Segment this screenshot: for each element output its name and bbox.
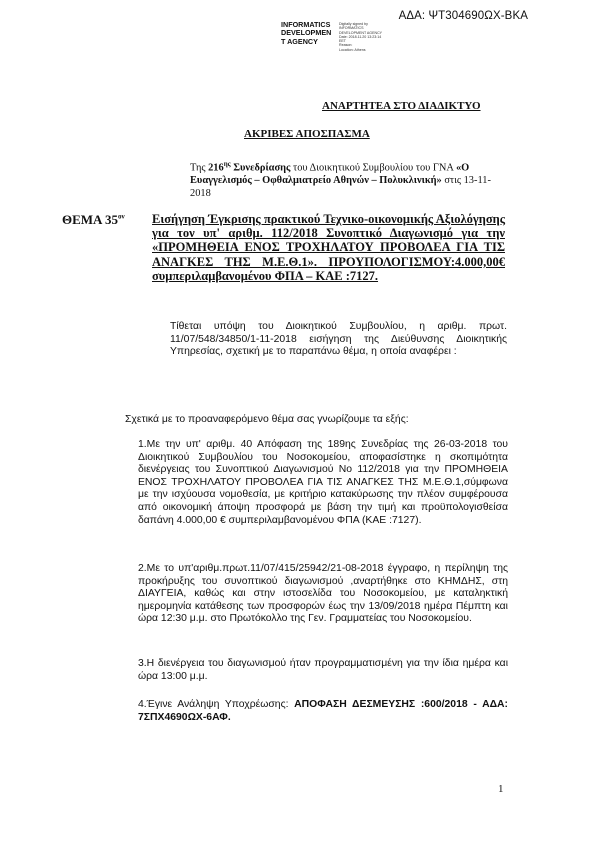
session-prefix: Της (190, 162, 209, 174)
paragraph-3: 3.Η διενέργεια του διαγωνισμού ήταν προγραμματισμένη για την ίδια ημέρα και ώρα 13:00 μ.μ. (138, 658, 508, 682)
paragraph-1: 1.Με την υπ' αριθμ. 40 Απόφαση της 189ης Συνεδρίας της 26-03-2018 του Διοικητικού Συμβουλίου του Νοσοκομείου, αποφασίστηκε η σκοπιμότητα διενέργειας του Συνοπτικού Διαγωνισμού Νο 112/2018 για την ΠΡΟΜΗΘΕΙΑ ΕΝΟΣ ΤΡΟΧΗΛΑΤΟΥ ΠΡΟΒΟΛΕΑ ΓΙΑ ΤΙΣ ΑΝΑΓΚΕΣ ΤΗΣ Μ.Ε.Θ.1,σύμφωνα με την ισχύουσα νομοθεσία, με κριτήριο κατακύρωσης την πλέον συμφέρουσα από οικονομική άποψη προσφορά με βάση την τιμή και προϋπολογισθείσα δαπάνη 4.000,00 € συμπεριλαμβανομένου ΦΠΑ (ΚΑΕ :7127). (138, 439, 508, 526)
session-board: του Διοικητικού Συμβουλίου του ΓΝΑ (290, 162, 456, 174)
intro-paragraph: Τίθεται υπόψη του Διοικητικού Συμβουλίου, η αριθμ. πρωτ. 11/07/548/34850/1-11-2018 εισήγηση της Διεύθυνσης Διοικητικής Υπηρεσίας, σχετική με το παραπάνω θέμα, η οποία αναφέρει : (170, 321, 507, 358)
subject-label (62, 212, 125, 228)
subject-label-suffix: ον (117, 212, 125, 221)
commitment-decision: ΑΠΟΦΑΣΗ ΔΕΣΜΕΥΣΗΣ :600/2018 - ΑΔΑ: 7ΣΠΧ4690ΩΧ-6ΑΦ. (138, 699, 509, 723)
signature-details (339, 22, 409, 52)
signature-agency-line: DEVELOPMEN (281, 28, 332, 38)
signature-detail-line: DEVELOPMENT AGENCY (339, 30, 383, 35)
extract-title: ΑΚΡΙΒΕΣ ΑΠΟΣΠΑΣΜΑ (244, 128, 370, 140)
subject-label-text: ΘΕΜΑ 35 (62, 212, 118, 227)
signature-detail-line: EET (339, 39, 346, 44)
subject-text: Εισήγηση Έγκρισης πρακτικού Τεχνικο-οικονομικής Αξιολόγησης για τον υπ' αριθμ. 112/2018 Συνοπτικό Διαγωνισμό για την «ΠΡΟΜΗΘΕΙΑ ΕΝΟΣ ΤΡΟΧΗΛΑΤΟΥ ΠΡΟΒΟΛΕΑ ΓΙΑ ΤΙΣ ΑΝΑΓΚΕΣ ΤΗΣ Μ.Ε.Θ.1». ΠΡΟΥΠΟΛΟΓΙΣΜΟΥ:4.000,00€ συμπεριλαμβανομένου ΦΠΑ – ΚΑΕ :7127. (152, 212, 505, 283)
signature-detail-line: Date: 2018.11.20 13:23:14 (339, 34, 382, 39)
paragraph-4 (138, 699, 508, 724)
session-date: στις 13-11-2018 (190, 175, 491, 200)
session-word: Συνεδρίασης (230, 162, 291, 174)
signature-detail-line: INFORMATICS (339, 26, 364, 31)
signature-detail-line: Reason: (339, 43, 353, 48)
signature-agency-name (281, 21, 337, 46)
page-number: 1 (498, 783, 504, 795)
session-number: 216 (208, 162, 224, 174)
signature-agency-line: T AGENCY (281, 36, 318, 46)
relation-paragraph: Σχετικά με το προαναφερόμενο θέμα σας γνωρίζουμε τα εξής: (125, 414, 409, 425)
paragraph-2: 2.Με το υπ'αριθμ.πρωτ.11/07/415/25942/21-08-2018 έγγραφο, η περίληψη της προκήρυξης του συνοπτικού διαγωνισμού ,αναρτήθηκε στο ΚΗΜΔΗΣ, στη ΔΙΑΥΓΕΙΑ, καθώς και στην ιστοσελίδα του Νοσοκομείου, με καταληκτική ημερομηνία κατάθεσης των προσφορών έως την 13/09/2018 ημέρα Πέμπτη και ώρα 12:30 μ.μ. στο Πρωτόκολλο της Γεν. Γραμματείας του Νοσοκομείου. (138, 563, 508, 625)
signature-detail-line: Location: Athens (339, 47, 366, 52)
signature-agency-line: INFORMATICS (281, 20, 331, 29)
hospital-name: «Ο Ευαγγελισμός – Οφθαλμιατρείο Αθηνών – Πολυκλινική» (190, 162, 470, 187)
signature-detail-line: Digitally signed by (339, 22, 368, 26)
session-number-suffix: ης (223, 160, 231, 168)
session-info (190, 158, 500, 200)
ada-code: ΑΔΑ: ΨΤ304690ΩΧ-ΒΚΑ (398, 10, 528, 22)
paragraph-4-prefix: 4.Έγινε Ανάληψη Υποχρέωσης: (138, 699, 295, 710)
post-notice: ΑΝΑΡΤΗΤΕΑ ΣΤΟ ΔΙΑΔΙΚΤΥΟ (322, 100, 481, 112)
